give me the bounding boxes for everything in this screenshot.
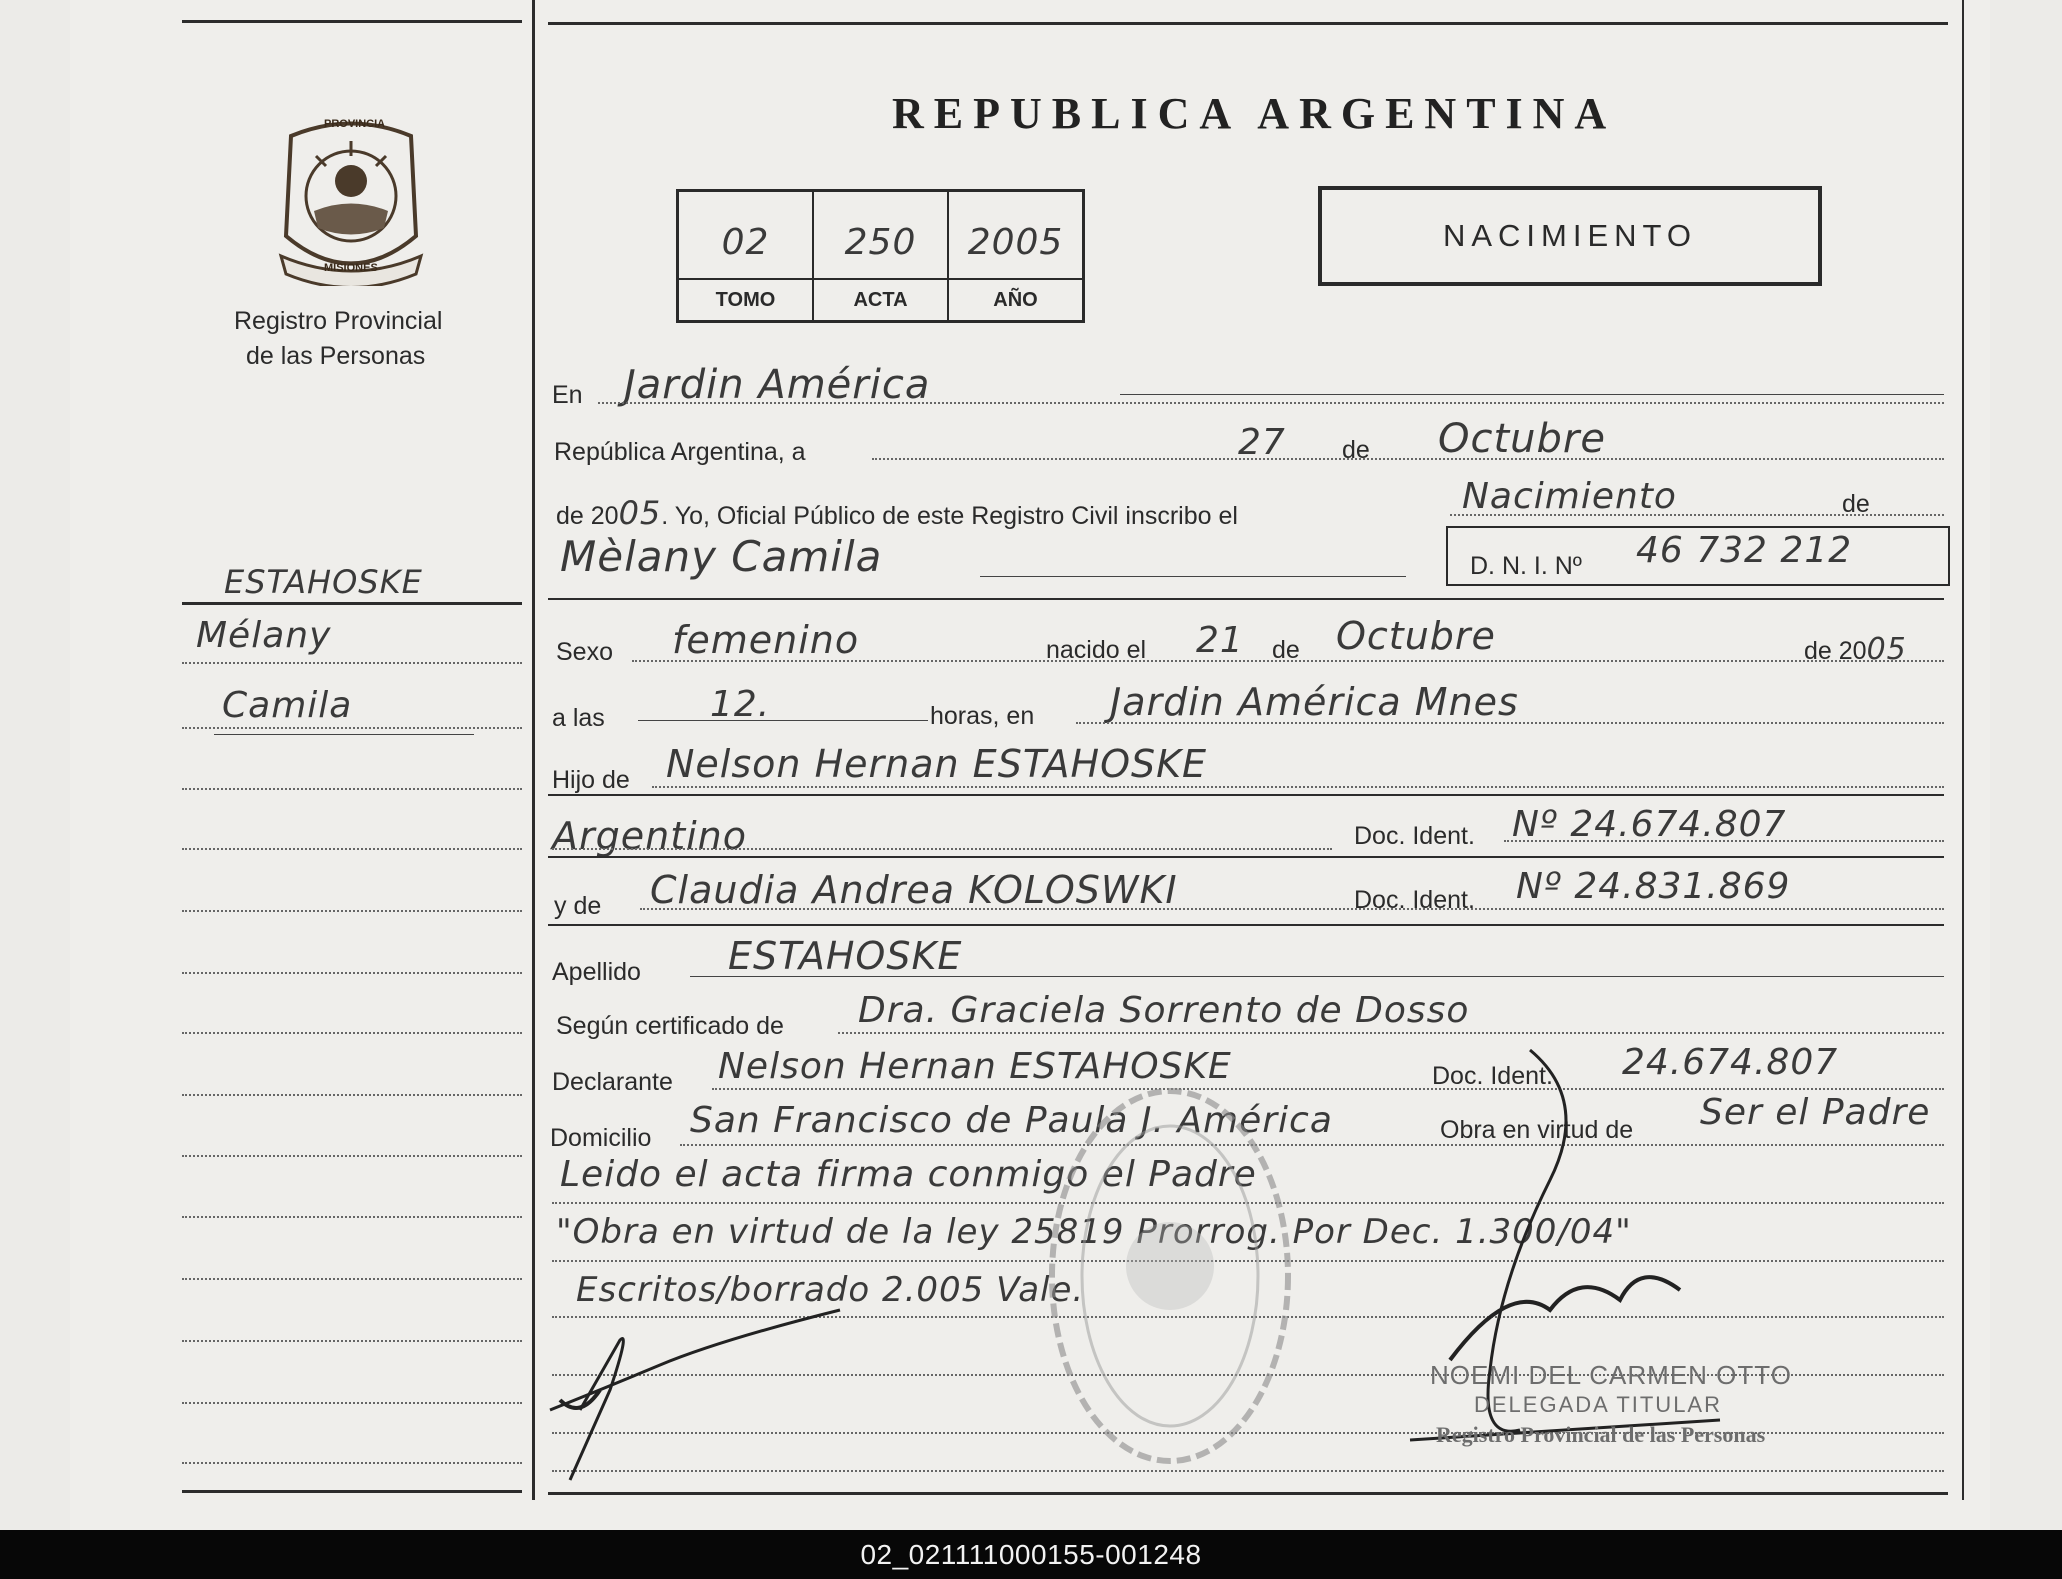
- margin-dotline: [182, 848, 522, 850]
- fill-line: [690, 976, 1944, 977]
- fill-line: [1504, 840, 1944, 842]
- anio-label: AÑO: [949, 278, 1082, 320]
- margin-dotline: [182, 662, 522, 664]
- note-line1: Leido el acta firma conmigo el Padre: [560, 1154, 1257, 1195]
- fill-line: [638, 720, 928, 721]
- declarante-value: Nelson Hernan ESTAHOSKE: [718, 1046, 1232, 1087]
- fill-line: [598, 402, 1944, 404]
- document-id-footer: 02_021111000155-001248: [0, 1530, 2062, 1579]
- father-nationality: Argentino: [552, 814, 747, 858]
- year-prefix-text: de 20: [556, 502, 619, 530]
- obra-label: Obra en virtud de: [1440, 1116, 1634, 1144]
- declarante-doc-label: Doc. Ident.: [1432, 1062, 1553, 1090]
- en-label: En: [552, 381, 583, 409]
- segun-value: Dra. Graciela Sorrento de Dosso: [858, 990, 1470, 1031]
- fill-line: [652, 786, 1944, 788]
- section-rule: [548, 856, 1944, 858]
- column-divider: [532, 0, 535, 1500]
- fill-line: [632, 660, 1944, 662]
- margin-dotline: [182, 1155, 522, 1157]
- section-rule: [548, 794, 1944, 796]
- margin-name2: Camila: [222, 685, 353, 726]
- fill-line: [838, 1032, 1944, 1034]
- fill-line: [1450, 514, 1944, 516]
- declarante-label: Declarante: [552, 1068, 673, 1096]
- right-border: [1962, 0, 1964, 1500]
- dni-value: 46 732 212: [1636, 530, 1853, 571]
- fill-line: [1076, 722, 1944, 724]
- birth-de-label: de: [1272, 636, 1300, 664]
- father-name: Nelson Hernan ESTAHOSKE: [666, 742, 1208, 786]
- fill-line: [1120, 394, 1944, 395]
- year-prefix: [556, 494, 1238, 532]
- margin-dotline: [182, 972, 522, 974]
- margin-surname: ESTAHOSKE: [224, 563, 423, 601]
- registry-name-line2: de las Personas: [246, 342, 426, 370]
- top-rule-right: [548, 22, 1948, 25]
- anio-cell: [947, 192, 1082, 320]
- fill-line: [872, 458, 1944, 460]
- yo-text: . Yo, Oficial Público de este Registro Civil inscribo el: [661, 502, 1238, 530]
- tomo-label: TOMO: [679, 278, 812, 320]
- margin-dotline: [182, 1340, 522, 1342]
- birth-year-prefix: de 20: [1804, 637, 1867, 665]
- registry-seal: [276, 116, 426, 286]
- declarante-doc: 24.674.807: [1622, 1042, 1839, 1083]
- father-doc: Nº 24.674.807: [1512, 804, 1787, 845]
- margin-dotline: [182, 1278, 522, 1280]
- dni-label: D. N. I. Nº: [1470, 552, 1582, 580]
- sexo-label: Sexo: [556, 638, 613, 666]
- margin-dotline: [182, 727, 522, 729]
- father-doc-label: Doc. Ident.: [1354, 822, 1475, 850]
- act-type-value: Nacimiento: [1462, 476, 1677, 517]
- margin-rule: [182, 602, 522, 605]
- y-de-label: y de: [554, 892, 602, 920]
- tomo-cell: [679, 192, 812, 320]
- mother-name: Claudia Andrea KOLOSWKI: [650, 868, 1178, 912]
- margin-dotline: [182, 1402, 522, 1404]
- bottom-rule-right: [548, 1492, 1948, 1495]
- anio-value: 2005: [967, 222, 1064, 263]
- margin-dotline: [182, 788, 522, 790]
- officer-name: NOEMI DEL CARMEN OTTO: [1430, 1360, 1792, 1390]
- bottom-rule-left: [182, 1490, 522, 1493]
- nacido-label: nacido el: [1046, 636, 1147, 664]
- month-value: Octubre: [1438, 416, 1606, 462]
- apellido-label: Apellido: [552, 958, 641, 986]
- margin-dotline: [182, 1462, 522, 1464]
- hijo-label: Hijo de: [552, 766, 630, 794]
- segun-label: Según certificado de: [556, 1012, 784, 1040]
- act-de-label: de: [1842, 490, 1870, 518]
- fill-line: [552, 848, 1332, 850]
- record-number-box: [676, 189, 1085, 323]
- birth-year-suffix: 05: [1866, 632, 1907, 667]
- hour-value: 12.: [710, 684, 771, 725]
- child-name: Mèlany Camila: [560, 532, 883, 581]
- margin-dotline: [182, 1094, 522, 1096]
- seal-bottom-text: MISIONES: [324, 262, 378, 274]
- note-line2: "Obra en virtud de la ley 25819 Prorrog. Por Dec. 1.300/04": [556, 1212, 1632, 1252]
- top-rule-left: [182, 20, 522, 23]
- day-value: 27: [1238, 422, 1286, 463]
- horas-label: horas, en: [930, 702, 1035, 730]
- apellido-value: ESTAHOSKE: [728, 934, 963, 978]
- margin-name1: Mélany: [196, 615, 332, 656]
- officer-role: DELEGADA TITULAR: [1474, 1392, 1722, 1417]
- registry-name-line1: Registro Provincial: [234, 307, 443, 335]
- obra-value: Ser el Padre: [1700, 1092, 1931, 1133]
- birth-month: Octubre: [1336, 614, 1496, 658]
- mother-doc-label: Doc. Ident.: [1354, 886, 1475, 914]
- place-value: Jardin América Mnes: [1110, 680, 1519, 724]
- acta-label: ACTA: [814, 278, 947, 320]
- section-rule: [548, 924, 1944, 926]
- domicilio-value: San Francisco de Paula J. América: [690, 1100, 1333, 1141]
- year-suffix: 05: [618, 494, 662, 532]
- a-las-label: a las: [552, 704, 605, 732]
- record-type-box: NACIMIENTO: [1318, 186, 1822, 286]
- margin-dotline: [182, 910, 522, 912]
- domicilio-label: Domicilio: [550, 1124, 652, 1152]
- official-stamp: [1040, 1076, 1300, 1476]
- mother-doc: Nº 24.831.869: [1516, 866, 1791, 907]
- officer-office: Registro Provincial de las Personas: [1436, 1422, 1766, 1447]
- en-value: Jardin América: [624, 362, 931, 408]
- acta-cell: [812, 192, 947, 320]
- fill-line: [980, 576, 1406, 577]
- republica-label: República Argentina, a: [554, 438, 806, 466]
- day-de-label: de: [1342, 436, 1370, 464]
- declarant-signature: [540, 1270, 860, 1490]
- birth-day: 21: [1196, 620, 1244, 661]
- margin-underline: [214, 734, 474, 735]
- sexo-value: femenino: [672, 618, 860, 662]
- acta-value: 250: [844, 222, 917, 263]
- margin-dotline: [182, 1216, 522, 1218]
- country-title: REPUBLICA ARGENTINA: [892, 89, 1617, 138]
- margin-dotline: [182, 1032, 522, 1034]
- section-rule: [548, 598, 1944, 600]
- seal-top-text: PROVINCIA: [324, 118, 386, 130]
- fill-line: [640, 908, 1944, 910]
- tomo-value: 02: [721, 222, 770, 263]
- note-line3: Escritos/borrado 2.005 Vale.: [576, 1270, 1085, 1310]
